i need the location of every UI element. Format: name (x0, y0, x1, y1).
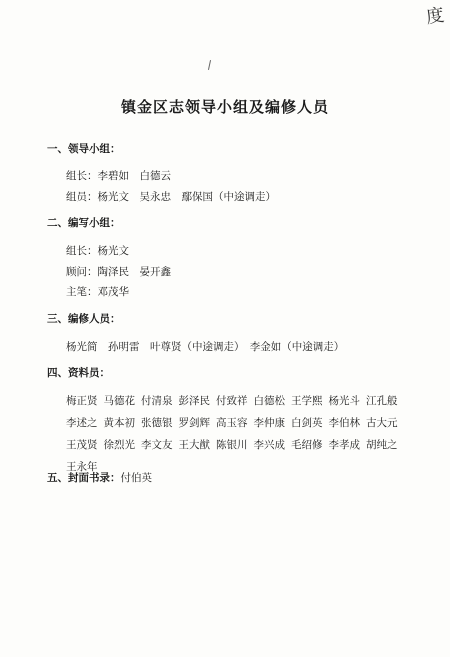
section-cover-heading (47, 470, 152, 485)
writing-chief-writer: 主笔：邓茂华 (66, 286, 129, 298)
handwritten-corner-mark: 度 (424, 4, 446, 29)
data-clerk-name: 高玉容 (216, 417, 248, 429)
data-clerk-name: 王学熙 (291, 395, 323, 407)
data-clerk-name: 张德银 (141, 417, 173, 429)
data-clerk-name: 杨光斗 (328, 395, 360, 407)
data-clerks-grid (66, 393, 406, 474)
data-clerk-name: 王永年 (66, 461, 98, 473)
data-clerk-name: 罗剑辉 (178, 417, 210, 429)
data-clerk-name: 黄本初 (103, 417, 135, 429)
section-editors-heading: 三、编修人员： (47, 313, 121, 325)
data-clerk-name: 彭泽民 (178, 395, 210, 407)
data-clerk-name: 陈银川 (216, 439, 248, 451)
data-clerk-name: 李文友 (141, 439, 173, 451)
data-clerk-name: 李兴成 (253, 439, 285, 451)
data-clerk-name: 李孝成 (328, 439, 360, 451)
writing-advisors: 顾问：陶泽民 晏开鑫 (66, 266, 171, 278)
data-clerk-name: 付清泉 (141, 395, 173, 407)
cover-label: 五、封面书录： (47, 472, 121, 484)
section-data-clerks-heading: 四、资料员： (47, 367, 110, 379)
data-clerk-name: 王大猷 (178, 439, 210, 451)
leadership-members: 组员：杨光文 吴永忠 鄢保国（中途调走） (66, 191, 276, 203)
stray-pen-mark (208, 60, 211, 70)
data-clerk-name: 李述之 (66, 417, 98, 429)
data-clerk-name: 古大元 (366, 417, 398, 429)
editors-list: 杨光简 孙明雷 叶尊贤（中途调走） 李金如（中途调走） (66, 341, 345, 353)
data-clerk-name: 李仲康 (253, 417, 285, 429)
data-clerk-name: 胡纯之 (366, 439, 398, 451)
data-clerk-name: 马德花 (103, 395, 135, 407)
cover-calligrapher: 付伯英 (120, 472, 152, 484)
data-clerk-name: 王茂贤 (66, 439, 98, 451)
section-leadership-heading: 一、领导小组： (47, 143, 121, 155)
writing-leader: 组长：杨光文 (66, 245, 129, 257)
data-clerk-name: 梅正贤 (66, 395, 98, 407)
page-title: 镇金区志领导小组及编修人员 (120, 98, 329, 116)
leadership-leaders: 组长：李碧如 白德云 (66, 170, 171, 182)
data-clerk-name: 江孔般 (366, 395, 398, 407)
data-clerk-name: 付致祥 (216, 395, 248, 407)
data-clerk-name: 白剑英 (291, 417, 323, 429)
data-clerk-name: 毛绍修 (291, 439, 323, 451)
data-clerk-name: 白德松 (253, 395, 285, 407)
data-clerk-name: 徐烈光 (103, 439, 135, 451)
section-writing-heading: 二、编写小组： (47, 217, 121, 229)
data-clerk-name: 李伯林 (328, 417, 360, 429)
